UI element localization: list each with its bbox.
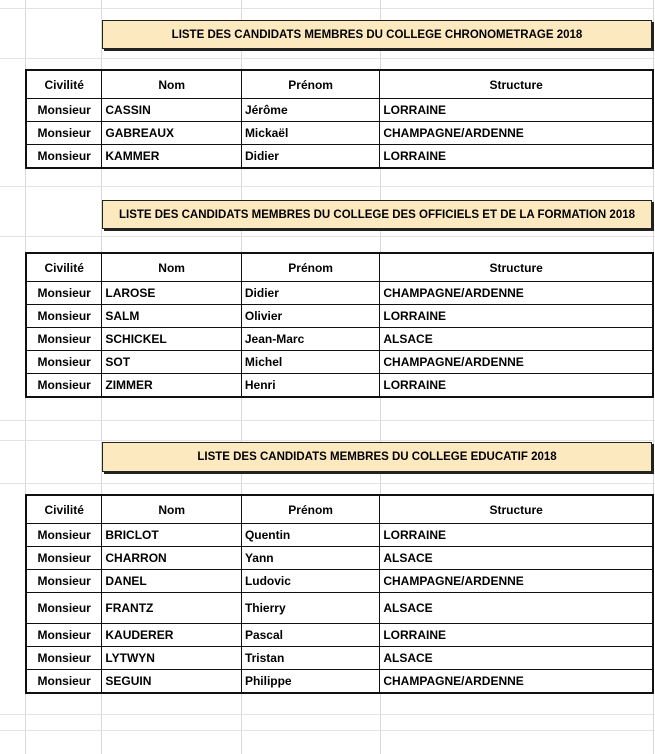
table-row [26,547,653,570]
nom-cell: SOT [102,351,241,374]
table-row [26,670,653,694]
nom-cell: LAROSE [102,282,241,305]
prenom-cell: Didier [241,145,379,169]
structure-cell: CHAMPAGNE/ARDENNE [380,122,653,145]
table-row [26,145,653,169]
prenom-cell: Yann [241,547,379,570]
table-row [26,282,653,305]
prenom-cell: Tristan [241,647,379,670]
prenom-cell: Michel [241,351,379,374]
grid-row-line [0,58,655,59]
civilite-cell: Monsieur [26,624,102,647]
nom-cell: SEGUIN [102,670,242,694]
column-header-civilite: Civilité [26,70,102,99]
grid-row-line [0,8,655,9]
prenom-cell: Olivier [241,305,379,328]
prenom-cell: Quentin [241,524,379,547]
nom-cell: SALM [102,305,241,328]
table-header-row [26,495,653,524]
prenom-cell: Jérôme [241,99,379,122]
column-header-civilite: Civilité [26,253,102,282]
table-row [26,328,653,351]
structure-cell: ALSACE [380,647,653,670]
structure-cell: CHAMPAGNE/ARDENNE [380,670,653,694]
nom-cell: DANEL [102,570,242,593]
civilite-cell: Monsieur [26,99,102,122]
grid-row-line [0,440,655,441]
table-header-row [26,253,653,282]
civilite-cell: Monsieur [26,374,102,398]
structure-cell: ALSACE [380,547,653,570]
candidates-table [25,69,654,169]
prenom-cell: Pascal [241,624,379,647]
civilite-cell: Monsieur [26,547,102,570]
structure-cell: ALSACE [380,593,653,624]
structure-cell: LORRAINE [380,145,653,169]
structure-cell: LORRAINE [380,374,653,398]
grid-row-line [0,186,655,187]
civilite-cell: Monsieur [26,593,102,624]
column-header-prenom: Prénom [241,495,379,524]
prenom-cell: Didier [241,282,379,305]
column-header-structure: Structure [380,495,653,524]
nom-cell: SCHICKEL [102,328,241,351]
civilite-cell: Monsieur [26,670,102,694]
structure-cell: CHAMPAGNE/ARDENNE [380,570,653,593]
structure-cell: LORRAINE [380,305,653,328]
structure-cell: CHAMPAGNE/ARDENNE [380,282,653,305]
structure-cell: CHAMPAGNE/ARDENNE [380,351,653,374]
nom-cell: CASSIN [102,99,242,122]
nom-cell: LYTWYN [102,647,242,670]
civilite-cell: Monsieur [26,145,102,169]
structure-cell: LORRAINE [380,99,653,122]
civilite-cell: Monsieur [26,282,102,305]
structure-cell: LORRAINE [380,524,653,547]
table-row [26,305,653,328]
grid-row-line [0,714,655,715]
nom-cell: FRANTZ [102,593,242,624]
grid-row-line [0,730,655,731]
grid-row-line [0,483,655,484]
column-header-prenom: Prénom [241,253,379,282]
column-header-nom: Nom [102,495,242,524]
column-header-prenom: Prénom [241,70,379,99]
column-header-structure: Structure [380,70,653,99]
table-row [26,351,653,374]
table-row [26,99,653,122]
civilite-cell: Monsieur [26,305,102,328]
structure-cell: LORRAINE [380,624,653,647]
civilite-cell: Monsieur [26,570,102,593]
table-row [26,122,653,145]
candidates-table [25,252,654,398]
section-title: LISTE DES CANDIDATS MEMBRES DU COLLEGE EDUCATIF 2018 [102,442,652,472]
column-header-civilite: Civilité [26,495,102,524]
table-row [26,624,653,647]
structure-cell: ALSACE [380,328,653,351]
column-header-nom: Nom [102,70,242,99]
grid-row-line [0,420,655,421]
nom-cell: CHARRON [102,547,242,570]
civilite-cell: Monsieur [26,328,102,351]
section-title: LISTE DES CANDIDATS MEMBRES DU COLLEGE DES OFFICIELS ET DE LA FORMATION 2018 [102,200,652,229]
table-row [26,374,653,398]
prenom-cell: Ludovic [241,570,379,593]
nom-cell: KAUDERER [102,624,242,647]
column-header-structure: Structure [380,253,653,282]
table-header-row [26,70,653,99]
nom-cell: GABREAUX [102,122,242,145]
prenom-cell: Philippe [241,670,379,694]
candidates-table [25,494,654,694]
section-title: LISTE DES CANDIDATS MEMBRES DU COLLEGE CHRONOMETRAGE 2018 [102,20,652,49]
table-row [26,593,653,624]
prenom-cell: Jean-Marc [241,328,379,351]
grid-row-line [0,236,655,237]
civilite-cell: Monsieur [26,122,102,145]
prenom-cell: Mickaël [241,122,379,145]
civilite-cell: Monsieur [26,351,102,374]
civilite-cell: Monsieur [26,647,102,670]
civilite-cell: Monsieur [26,524,102,547]
table-row [26,570,653,593]
nom-cell: ZIMMER [102,374,241,398]
table-row [26,647,653,670]
nom-cell: KAMMER [102,145,242,169]
prenom-cell: Thierry [241,593,379,624]
table-row [26,524,653,547]
column-header-nom: Nom [102,253,241,282]
prenom-cell: Henri [241,374,379,398]
nom-cell: BRICLOT [102,524,242,547]
